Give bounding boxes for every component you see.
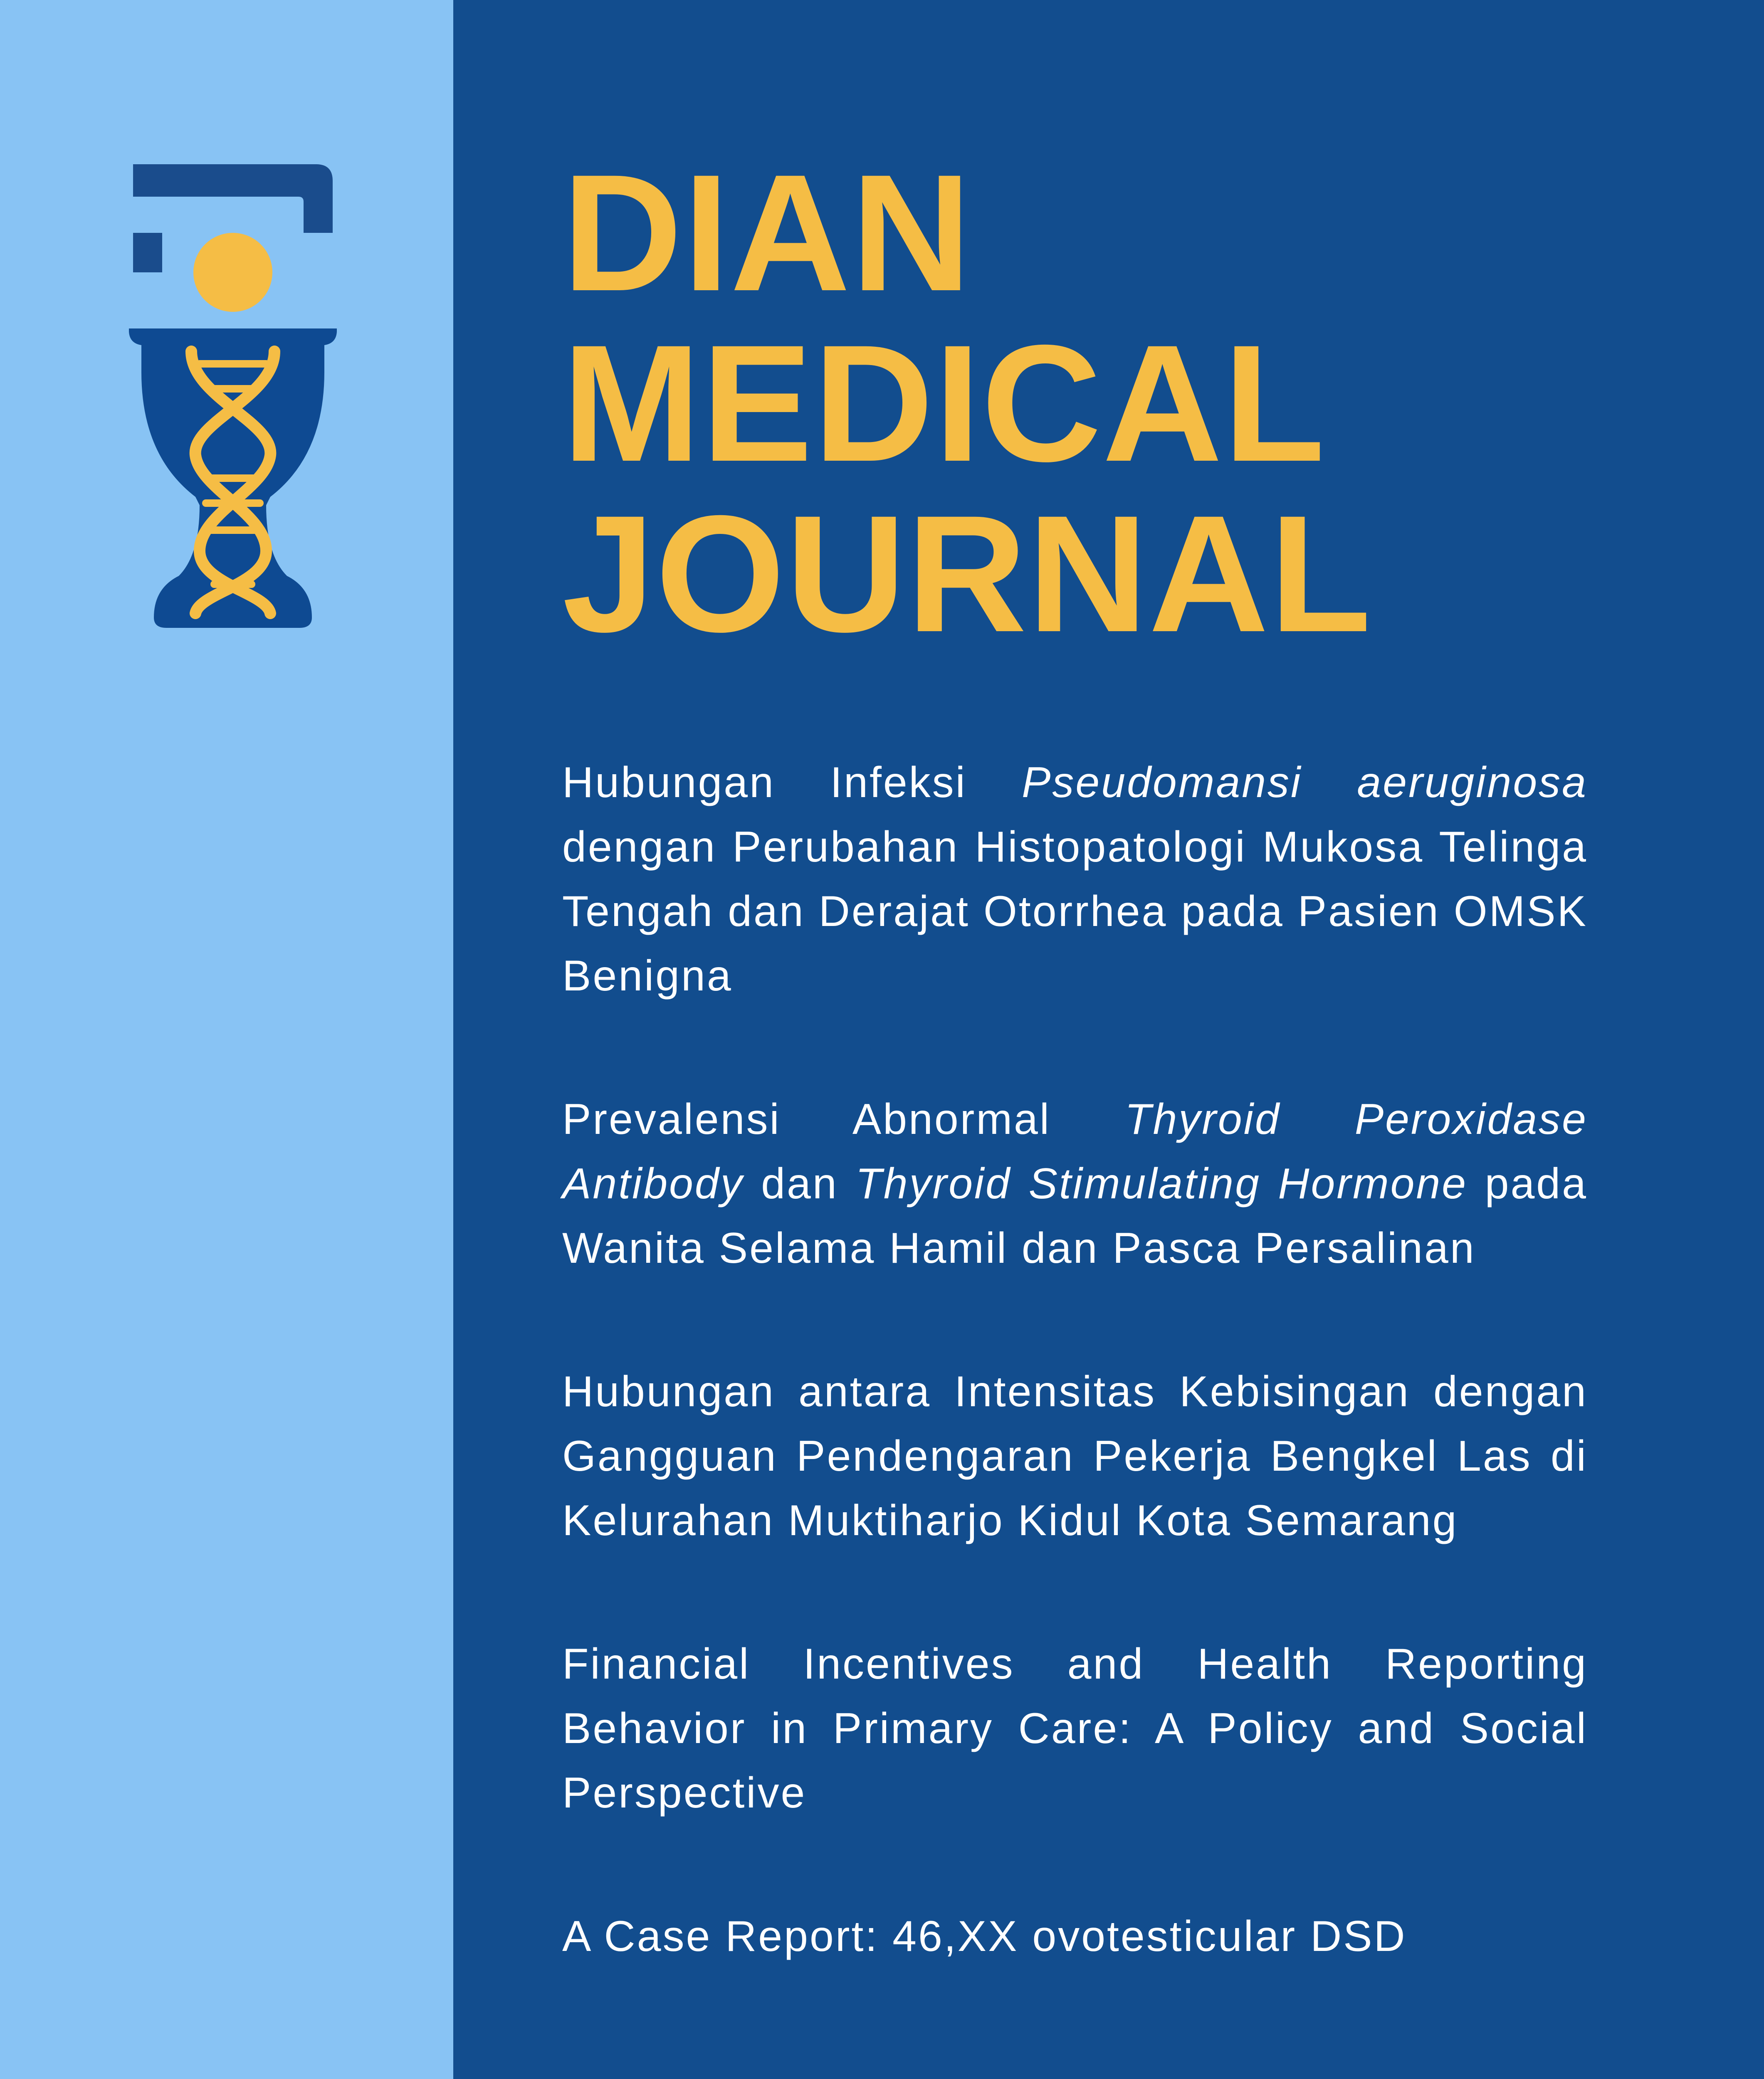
article-1-text-rest: dengan Perubahan Histopatologi Mukosa Telinga Tengah dan Derajat Otorrhea pada Pasien OMSK Benigna [562,823,1588,1000]
logo-arch-shape [133,164,333,233]
article-3-text: Hubungan antara Intensitas Kebisingan dengan Gangguan Pendengaran Pekerja Bengkel Las di Kelurahan Muktiharjo Kidul Kota Semarang [562,1368,1588,1545]
article-list [562,751,1588,1969]
article-2-text: Prevalensi Abnormal [562,1095,1125,1143]
article-5-text: A Case Report: 46,XX ovotesticular DSD [562,1912,1407,1960]
logo-left-block [133,233,162,272]
article-title-1 [562,751,1588,1008]
dna-chalice-logo-icon [129,164,337,628]
article-1-italic-term: Pseudomansi aeruginosa [1022,758,1588,807]
article-1-text: Hubungan Infeksi [562,758,1022,807]
article-title-2 [562,1087,1588,1281]
article-4-text: Financial Incentives and Health Reporting Behavior in Primary Care: A Policy and Social Perspective [562,1640,1588,1817]
article-title-4 [562,1632,1588,1825]
article-2-text-rest: pada Wanita Selama Hamil dan Pasca Persalinan [562,1160,1588,1272]
journal-title-line-1: DIAN [562,140,972,326]
logo-gold-circle [193,233,272,312]
article-title-5 [562,1904,1588,1969]
article-title-3 [562,1360,1588,1553]
article-2-italic-term-2: Thyroid Stimulating Hormone [855,1160,1468,1208]
journal-title [562,140,1643,667]
journal-title-line-2: MEDICAL [562,310,1326,496]
journal-title-line-3: JOURNAL [562,481,1372,667]
journal-logo [129,164,337,628]
article-2-italic-term-1: Thyroid Peroxidase Antibody [562,1095,1588,1208]
article-2-text-mid: dan [744,1160,856,1208]
